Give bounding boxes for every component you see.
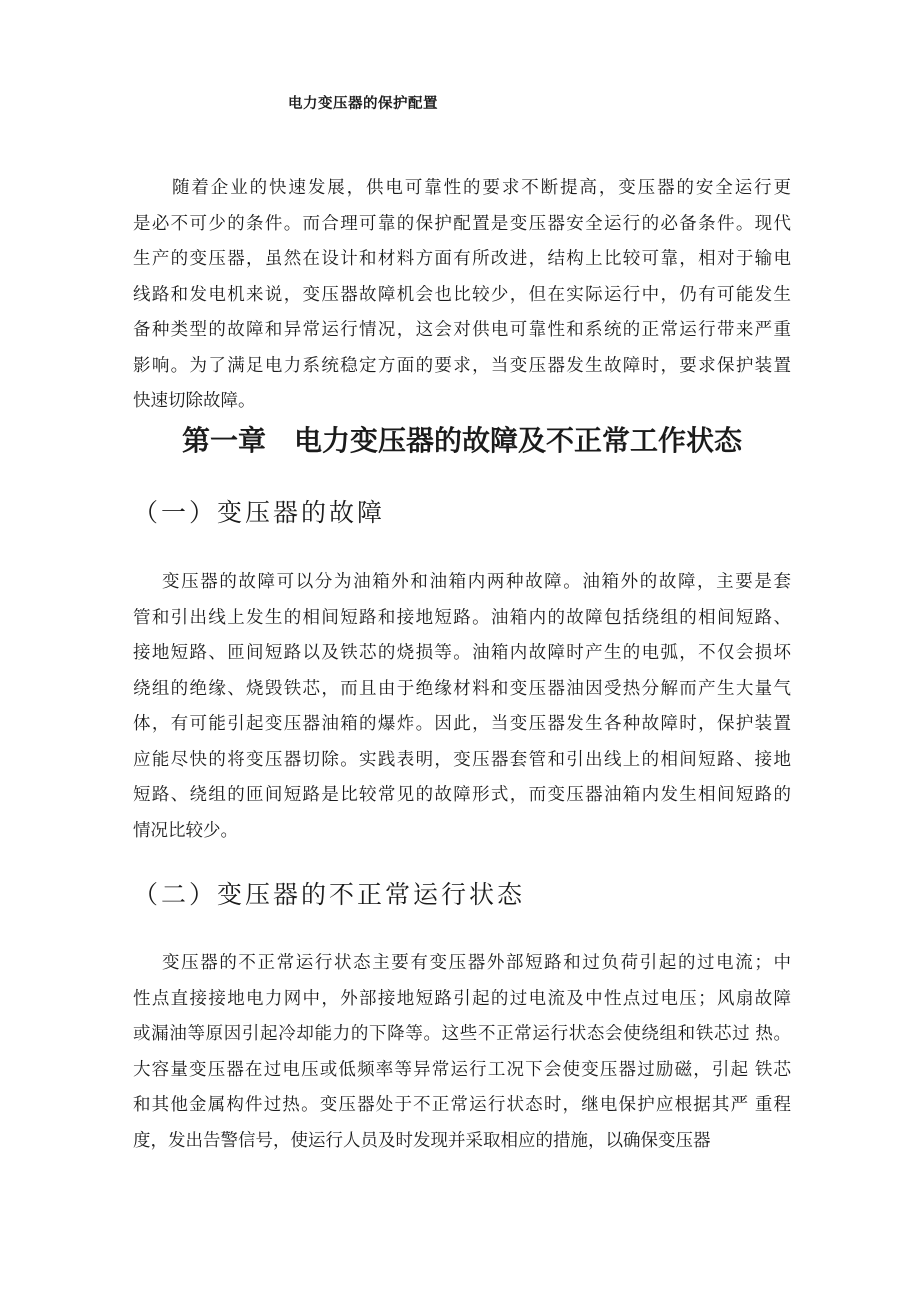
- text-line: 影响。为了满足电力系统稳定方面的要求，当变压器发生故障时，要求保护装置: [133, 354, 791, 375]
- text-line: 随着企业的快速发展，供电可靠性的要求不断提高，变压器的安全运行更: [172, 177, 791, 197]
- chapter-heading: 第一章 电力变压器的故障及不正常工作状态: [181, 426, 742, 457]
- text-line: 大容量变压器在过电压或低频率等异常运行工况下会使变压器过励磁，引起 铁芯: [133, 1058, 791, 1079]
- section-1-paragraph: [133, 564, 791, 848]
- text-line: 是必不可少的条件。而合理可靠的保护配置是变压器安全运行的必备条件。现代: [133, 212, 791, 233]
- intro-paragraph: [133, 170, 791, 419]
- text-line: 体，有可能引起变压器油箱的爆炸。因此，当变压器发生各种故障时，保护装置: [133, 713, 791, 733]
- text-line: 短路、绕组的匝间短路是比较常见的故障形式，而变压器油箱内发生相间短路的: [133, 784, 791, 804]
- text-line: 变压器的故障可以分为油箱外和油箱内两种故障。油箱外的故障，主要是套: [162, 571, 791, 591]
- text-line: 线路和发电机来说，变压器故障机会也比较少，但在实际运行中，仍有可能发生: [133, 283, 791, 304]
- text-line: 接地短路、匝间短路以及铁芯的烧损等。油箱内故障时产生的电弧，不仅会损坏: [133, 642, 791, 662]
- text-line: 性点直接接地电力网中，外部接地短路引起的过电流及中性点过电压；风扇故障: [133, 987, 791, 1008]
- text-line: 快速切除故障。: [133, 390, 256, 410]
- document-title: 电力变压器的保护配置: [288, 96, 438, 112]
- text-line: 应能尽快的将变压器切除。实践表明，变压器套管和引出线上的相间短路、接地: [133, 748, 791, 769]
- text-line: 备种类型的故障和异常运行情况，这会对供电可靠性和系统的正常运行带来严重: [133, 319, 791, 339]
- section-2-heading: （二）变压器的不正常运行状态: [133, 882, 526, 909]
- text-line: 生产的变压器，虽然在设计和材料方面有所改进，结构上比较可靠，相对于输电: [133, 248, 791, 268]
- text-line: 或漏油等原因引起冷却能力的下降等。这些不正常运行状态会使绕组和铁芯过 热。: [133, 1023, 791, 1043]
- text-line: 情况比较少。: [133, 819, 238, 840]
- text-line: 和其他金属构件过热。变压器处于不正常运行状态时，继电保护应根据其严 重程: [133, 1094, 791, 1114]
- text-line: 度，发出告警信号，使运行人员及时发现并采取相应的措施，以确保变压器: [133, 1129, 711, 1150]
- section-1-heading: （一）变压器的故障: [133, 500, 386, 527]
- text-line: 绕组的绝缘、烧毁铁芯，而且由于绝缘材料和变压器油因受热分解而产生大量气: [133, 677, 791, 698]
- text-line: 变压器的不正常运行状态主要有变压器外部短路和过负荷引起的过电流；中: [162, 952, 791, 972]
- text-line: 管和引出线上发生的相间短路和接地短路。油箱内的故障包括绕组的相间短路、: [133, 606, 791, 627]
- section-2-paragraph: [133, 945, 791, 1158]
